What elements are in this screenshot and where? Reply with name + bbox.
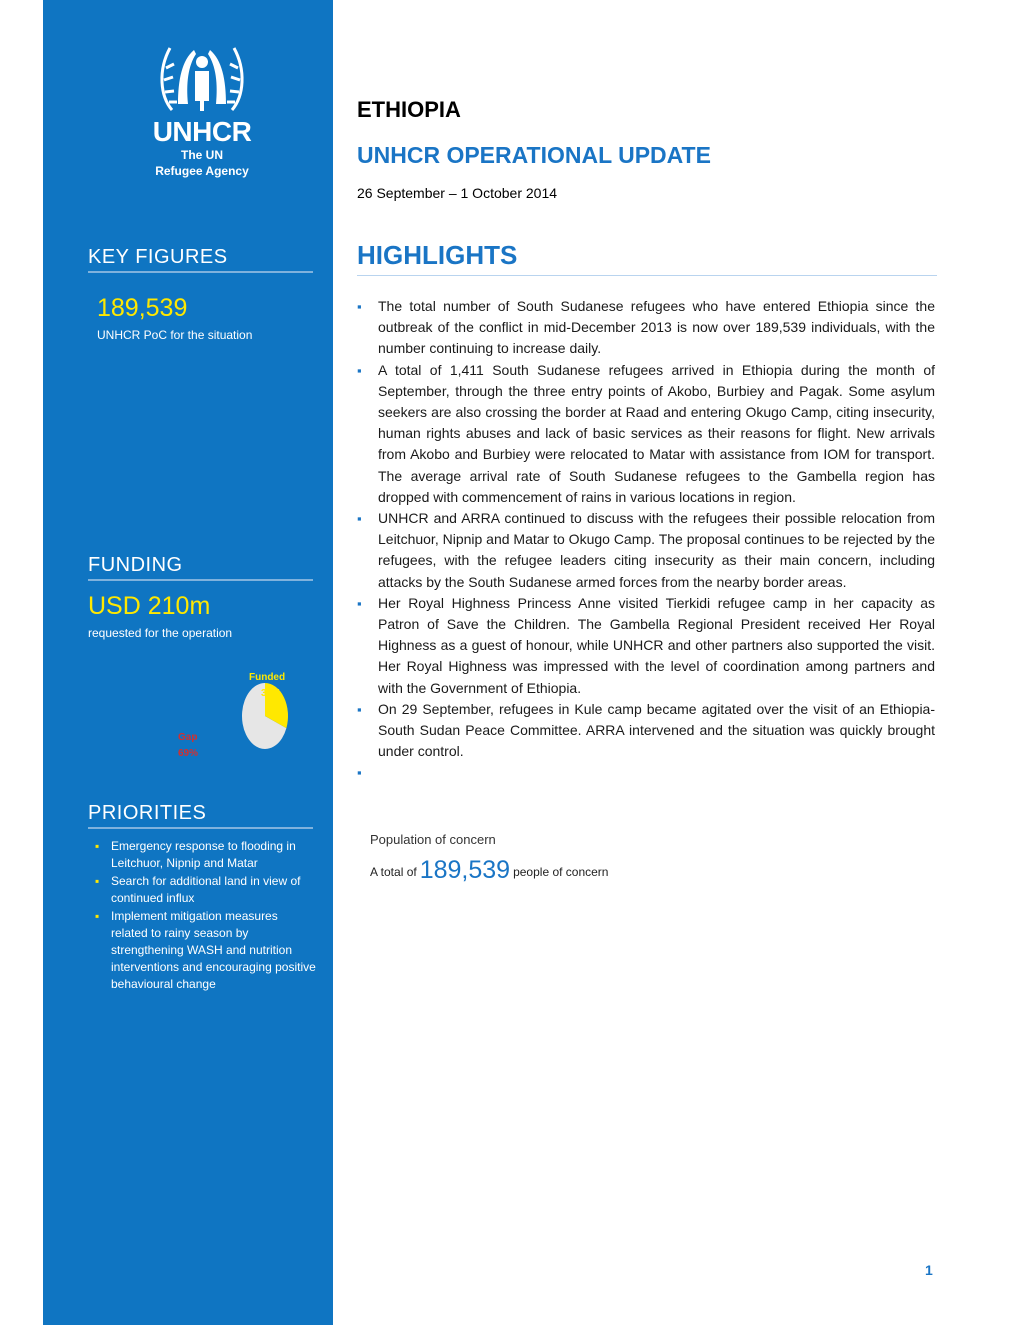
pie-label-gap-pct: 69% bbox=[178, 748, 199, 759]
highlight-item: ▪ On 29 September, refugees in Kule camp became agitated over the visit of an Ethiopia-South Sudan Peace Committee. ARRA intervened and the situation was quickly brought under control. bbox=[357, 699, 935, 763]
population-value: 189,539 bbox=[419, 856, 511, 884]
funding-amount: USD 210m bbox=[88, 592, 211, 620]
highlight-item: ▪ Her Royal Highness Princess Anne visited Tierkidi refugee camp in her capacity as Patron of Save the Children. The Gambella Regional President received Her Royal Highness as a guest of honour, while UNHCR and other partners also supported the visit. Her Royal Highness was impressed with the level of coordination among partners and with the Government of Ethiopia. bbox=[357, 593, 935, 699]
population-summary bbox=[370, 856, 608, 885]
logo-wordmark: UNHCR bbox=[152, 116, 252, 147]
priorities-list bbox=[91, 838, 316, 994]
key-figure-value: 189,539 bbox=[97, 294, 188, 322]
pie-label-funded bbox=[249, 670, 285, 702]
highlight-item: ▪ The total number of South Sudanese refugees who have entered Ethiopia since the outbreak of the conflict in mid-December 2013 is now over 189,539 individuals, with the number continuing to increase daily. bbox=[357, 296, 935, 360]
highlights-list bbox=[357, 296, 935, 783]
priority-item: ▪ Emergency response to flooding in Leitchuor, Nipnip and Matar bbox=[91, 838, 316, 872]
priority-item: ▪ Implement mitigation measures related to rainy season by strengthening WASH and nutrition interventions and encouraging positive behavioural change bbox=[91, 908, 316, 993]
logo-tagline-1: The UN bbox=[181, 148, 223, 162]
funding-caption: requested for the operation bbox=[88, 626, 233, 640]
unhcr-logo bbox=[142, 40, 262, 178]
population-prefix: A total of bbox=[370, 865, 417, 879]
pie-label-funded-pct: 31% bbox=[261, 688, 282, 699]
highlights-heading: HIGHLIGHTS bbox=[357, 240, 937, 276]
highlight-item: ▪ A total of 1,411 South Sudanese refugees arrived in Ethiopia during the month of September, through the three entry points of Akobo, Burbiey and Pagak. Some asylum seekers are also crossing the border at Raad and entering Okugo Camp, citing insecurity, human rights abuses and lack of basic services as their reasons for flight. New arrivals from Akobo and Burbiey were relocated to Matar with assistance from IOM for transport. The average arrival rate of South Sudanese refugees to the Gambella region has dropped with commencement of rains in various locations in region. bbox=[357, 360, 935, 508]
pie-label-gap bbox=[178, 730, 198, 762]
sidebar bbox=[43, 0, 333, 1325]
population-title: Population of concern bbox=[370, 832, 496, 847]
priorities-heading: PRIORITIES bbox=[88, 802, 313, 829]
key-figure-caption: UNHCR PoC for the situation bbox=[97, 328, 253, 342]
pie-label-gap-name: Gap bbox=[178, 732, 198, 743]
report-title: UNHCR OPERATIONAL UPDATE bbox=[357, 142, 711, 168]
highlight-item: ▪ UNHCR and ARRA continued to discuss with the refugees their possible relocation from Leitchuor, Nipnip and Matar to Okugo Camp. The proposal continues to be rejected by the refugees, with the refugee leaders citing insecurity as their main concern, including attacks by the South Sudanese armed forces from the nearby border areas. bbox=[357, 508, 935, 593]
highlight-item-empty bbox=[357, 762, 935, 783]
pie-label-funded-name: Funded bbox=[249, 672, 286, 683]
country-title: ETHIOPIA bbox=[357, 97, 461, 122]
unhcr-emblem-icon bbox=[156, 40, 248, 116]
report-dates: 26 September – 1 October 2014 bbox=[357, 185, 558, 201]
funding-pie-chart bbox=[173, 668, 293, 768]
funding-heading: FUNDING bbox=[88, 554, 313, 581]
priority-item: ▪ Search for additional land in view of continued influx bbox=[91, 873, 316, 907]
page-number: 1 bbox=[925, 1262, 933, 1278]
population-suffix: people of concern bbox=[513, 865, 609, 879]
logo-tagline-2: Refugee Agency bbox=[155, 164, 249, 178]
key-figures-heading: KEY FIGURES bbox=[88, 246, 313, 273]
